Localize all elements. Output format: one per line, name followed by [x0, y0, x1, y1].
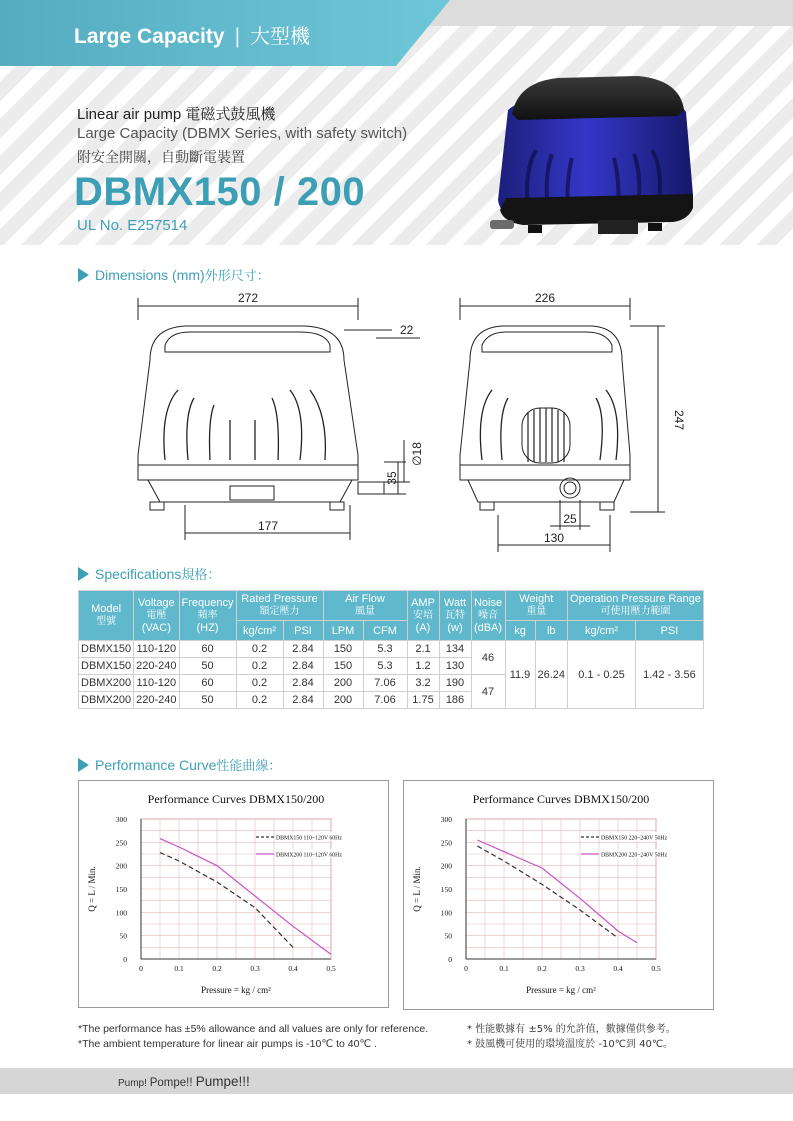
x-tick-label: 0.4	[288, 964, 298, 973]
y-tick-label: 150	[440, 885, 452, 894]
y-tick-label: 250	[115, 838, 127, 848]
th-range: Operation Pressure Range 可使用壓力範圍	[568, 591, 704, 621]
y-tick-label: 150	[115, 885, 127, 894]
th-noise: Noise 噪音 (dBA)	[471, 591, 505, 641]
th-voltage: Voltage 電壓 (VAC)	[134, 591, 179, 641]
title-separator: |	[234, 25, 241, 48]
section-arrow-icon	[78, 758, 89, 772]
table-row: DBMX150 110-120 60 0.2 2.84 150 5.3 2.1 134 46 11.9 26.24 0.1 - 0.25 1.42 - 3.56	[79, 641, 704, 658]
x-axis-label: Pressure = kg / cm²	[201, 985, 271, 995]
product-feature: 附安全開關，自動斷電裝置	[77, 150, 245, 166]
model-title: DBMX150 / 200	[74, 170, 366, 214]
dim-diameter: ∅18	[410, 442, 424, 466]
x-axis-label: Pressure = kg / cm²	[526, 985, 596, 995]
section-specifications-cjk: 規格：	[181, 568, 221, 583]
x-tick-label: 0.4	[613, 964, 623, 973]
weight-lb: 26.24	[535, 641, 568, 709]
th-lpm: LPM	[323, 621, 363, 641]
th-kgcm2: kg/cm²	[236, 621, 283, 641]
legend-label-1: DBMX150 110~120V 60Hz	[276, 835, 342, 842]
y-tick-label: 250	[440, 838, 452, 848]
th-model: Model 型號	[79, 591, 134, 641]
section-dimensions	[78, 265, 270, 284]
section-dimensions-en: Dimensions (mm)	[95, 266, 205, 283]
section-performance	[78, 755, 281, 774]
th-psi: PSI	[283, 621, 323, 641]
th-range-psi: PSI	[635, 621, 703, 641]
x-tick-label: 0	[139, 964, 143, 973]
specifications-table	[78, 590, 704, 709]
page-title	[74, 20, 310, 49]
x-tick-label: 0.5	[326, 964, 336, 973]
th-cfm: CFM	[363, 621, 407, 641]
y-tick-label: 200	[440, 861, 452, 871]
noise-200: 47	[471, 675, 505, 709]
dim-width: 272	[237, 291, 259, 305]
table-row: DBMX200 220-240 50 0.2 2.84 200 7.06 1.75 186	[79, 692, 704, 709]
footer-tagline-2: Pompe!!	[149, 1077, 196, 1089]
page-title-en: Large Capacity	[74, 25, 225, 48]
x-tick-label: 0	[464, 964, 468, 973]
note-cjk-1: * 性能數據有 ±5% 的允許值，數據僅供參考。	[467, 1024, 676, 1035]
x-tick-label: 0.2	[212, 964, 222, 973]
product-series: Large Capacity (DBMX Series, with safety switch)	[77, 125, 408, 142]
y-tick-label: 300	[115, 815, 127, 824]
section-arrow-icon	[78, 567, 89, 581]
dim-depth: 226	[534, 291, 556, 305]
product-type: Linear air pump 電磁式鼓風機	[77, 106, 276, 123]
table-row: DBMX150 220-240 50 0.2 2.84 150 5.3 1.2 130	[79, 658, 704, 675]
performance-chart-2	[403, 780, 714, 1010]
th-frequency: Frequency 頻率 (HZ)	[179, 591, 236, 641]
legend-label-2: DBMX200 110~120V 60Hz	[276, 852, 342, 859]
weight-kg: 11.9	[505, 641, 535, 709]
x-tick-label: 0.5	[651, 964, 661, 973]
note-en-1: *The performance has ±5% allowance and all values are only for reference.	[78, 1023, 429, 1035]
dimension-drawing	[130, 290, 690, 560]
y-tick-label: 0	[123, 955, 127, 964]
dim-height: 247	[672, 409, 686, 431]
chart-title: Performance Curves DBMX150/200	[472, 792, 650, 806]
x-tick-label: 0.3	[250, 964, 260, 973]
performance-chart-1-svg	[79, 781, 388, 1007]
dim-height-outlet: 35	[385, 471, 399, 485]
y-axis-label: Q = L / Min.	[87, 866, 97, 912]
y-axis-label: Q = L / Min.	[412, 866, 422, 912]
th-weight: Weight 重量	[505, 591, 568, 621]
th-range-kgcm2: kg/cm²	[568, 621, 636, 641]
legend-label-1: DBMX150 220~240V 50Hz	[601, 835, 668, 842]
dim-base: 177	[257, 519, 279, 533]
y-tick-label: 0	[448, 955, 452, 964]
th-amp: AMP 安培 (A)	[407, 591, 439, 641]
y-tick-label: 200	[115, 861, 127, 871]
chart-title: Performance Curves DBMX150/200	[147, 792, 325, 806]
x-tick-label: 0.1	[499, 964, 509, 973]
y-tick-label: 100	[115, 908, 127, 918]
dim-outlet: 22	[400, 323, 414, 337]
pump-product-image	[488, 70, 703, 240]
section-specifications-en: Specifications	[95, 565, 182, 582]
y-tick-label: 50	[119, 931, 127, 941]
note-cjk-2: * 鼓風機可使用的環境溫度於 -10℃到 40℃。	[467, 1039, 674, 1050]
table-row: DBMX200 110-120 60 0.2 2.84 200 7.06 3.2 190 47	[79, 675, 704, 692]
header-grey-band	[400, 0, 793, 26]
performance-chart-1	[78, 780, 389, 1008]
x-tick-label: 0.1	[174, 964, 184, 973]
section-specifications	[78, 564, 220, 583]
th-pressure: Rated Pressure 額定壓力	[236, 591, 323, 621]
th-watt: Watt 瓦特 (w)	[439, 591, 471, 641]
range-kgcm2: 0.1 - 0.25	[568, 641, 636, 709]
legend-label-2: DBMX200 220~240V 50Hz	[601, 852, 668, 859]
performance-chart-2-svg	[404, 781, 713, 1009]
section-performance-en: Performance Curve	[95, 756, 217, 773]
x-tick-label: 0.2	[537, 964, 547, 973]
noise-150: 46	[471, 641, 505, 675]
th-lb: lb	[535, 621, 568, 641]
note-en-2: *The ambient temperature for linear air pumps is -10℃ to 40℃ .	[78, 1038, 378, 1050]
dim-side-base: 130	[543, 531, 565, 545]
footer-tagline-1: Pump!	[118, 1078, 150, 1089]
footer-tagline-3: Pumpe!!!	[195, 1074, 250, 1089]
th-kg: kg	[505, 621, 535, 641]
y-tick-label: 300	[440, 815, 452, 824]
section-arrow-icon	[78, 268, 89, 282]
y-tick-label: 100	[440, 908, 452, 918]
ul-number: UL No. E257514	[77, 217, 188, 234]
x-tick-label: 0.3	[575, 964, 585, 973]
page-title-cjk: 大型機	[250, 24, 311, 48]
footer-tagline	[118, 1073, 250, 1091]
th-airflow: Air Flow 風量	[323, 591, 407, 621]
section-performance-cjk: 性能曲線：	[216, 759, 282, 774]
y-tick-label: 50	[444, 931, 452, 941]
section-dimensions-cjk: 外形尺寸：	[204, 269, 270, 284]
range-psi: 1.42 - 3.56	[635, 641, 703, 709]
dim-side-outlet: 25	[563, 512, 577, 526]
